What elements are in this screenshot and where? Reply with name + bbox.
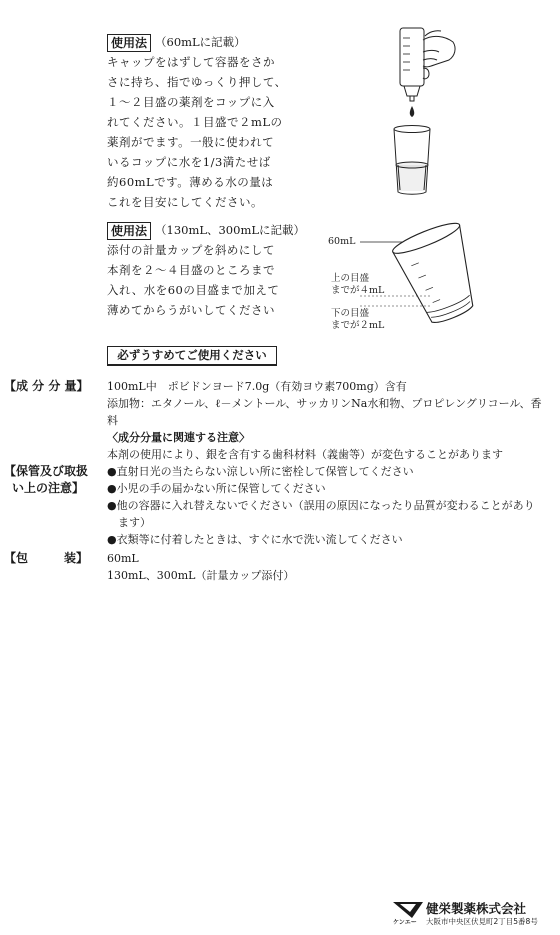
- storage-item: ●直射日光の当たらない涼しい所に密栓して保管してください: [107, 465, 414, 478]
- additives-line-cont: 料: [107, 414, 118, 427]
- cup-lower-mark-label: 下の目盛 までが２mL: [331, 308, 385, 331]
- package-line: 60mL: [107, 552, 139, 565]
- bottle-and-cup-illustration: [385, 22, 465, 202]
- usage1-line: キャップをはずして容器をさか: [107, 55, 275, 69]
- company-logo-icon: [392, 901, 424, 921]
- usage1-line: 約60mLです。薄める水の量は: [107, 175, 274, 189]
- usage1-line: これを目安にしてください。: [107, 195, 263, 209]
- composition-label: 【成 分 分 量】: [4, 379, 89, 393]
- company-address: 大阪市中央区伏見町2丁目5番8号: [426, 917, 538, 926]
- usage2-label: 使用法: [107, 222, 151, 240]
- usage1-line: １～２目盛の薬剤をコップに入: [107, 95, 275, 109]
- usage1-line: 薬剤がでます。一般に使われて: [107, 135, 275, 149]
- measuring-cup-illustration: [360, 218, 490, 338]
- usage1-line: れてください。１目盛で２mLの: [107, 115, 283, 129]
- package-label: 【包 装】: [4, 551, 89, 565]
- related-caution-text: 本剤の使用により、銀を含有する歯科材料（義歯等）が変色することがあります: [107, 448, 503, 461]
- cup-upper-mark-label: 上の目盛 までが４mL: [331, 273, 385, 296]
- brand-small-text: ケンエー: [393, 919, 417, 926]
- usage1-line: さに持ち、指でゆっくり押して、: [107, 75, 287, 89]
- usage2-line: 薄めてからうがいしてください: [107, 303, 275, 317]
- dilute-notice: 必ずうすめてご使用ください: [107, 346, 277, 366]
- usage2-line: 本剤を２～４目盛のところまで: [107, 263, 275, 277]
- usage2-line: 入れ、水を60の目盛まで加えて: [107, 283, 280, 297]
- usage1-label: 使用法: [107, 34, 151, 52]
- related-caution-title: 〈成分分量に関連する注意〉: [107, 431, 250, 444]
- storage-item: ●他の容器に入れ替えないでください（誤用の原因になったり品質が変わることがあり: [107, 499, 535, 512]
- composition-line: 100mL中 ポビドンヨード7.0g（有効ヨウ素700mg）含有: [107, 380, 407, 393]
- company-name: 健栄製薬株式会社: [426, 901, 527, 916]
- usage1-line: いるコップに水を1/3満たせば: [107, 155, 271, 169]
- usage1-note: （60mLに記載）: [155, 35, 246, 49]
- additives-line: 添加物：エタノール、ℓ－メントール、サッカリンNa水和物、プロピレングリコール、香: [107, 397, 542, 410]
- storage-item: ●小児の手の届かない所に保管してください: [107, 482, 326, 495]
- usage2-note: （130mL、300mLに記載）: [155, 223, 305, 237]
- storage-label-line2: い上の注意】: [12, 481, 85, 495]
- storage-label-line1: 【保管及び取扱: [4, 464, 89, 478]
- cup-60ml-label: 60mL: [328, 236, 356, 247]
- storage-item-cont: ます）: [107, 516, 151, 529]
- storage-item: ●衣類等に付着したときは、すぐに水で洗い流してください: [107, 533, 403, 546]
- package-line: 130mL、300mL（計量カップ添付）: [107, 569, 295, 582]
- usage2-line: 添付の計量カップを斜めにして: [107, 243, 275, 257]
